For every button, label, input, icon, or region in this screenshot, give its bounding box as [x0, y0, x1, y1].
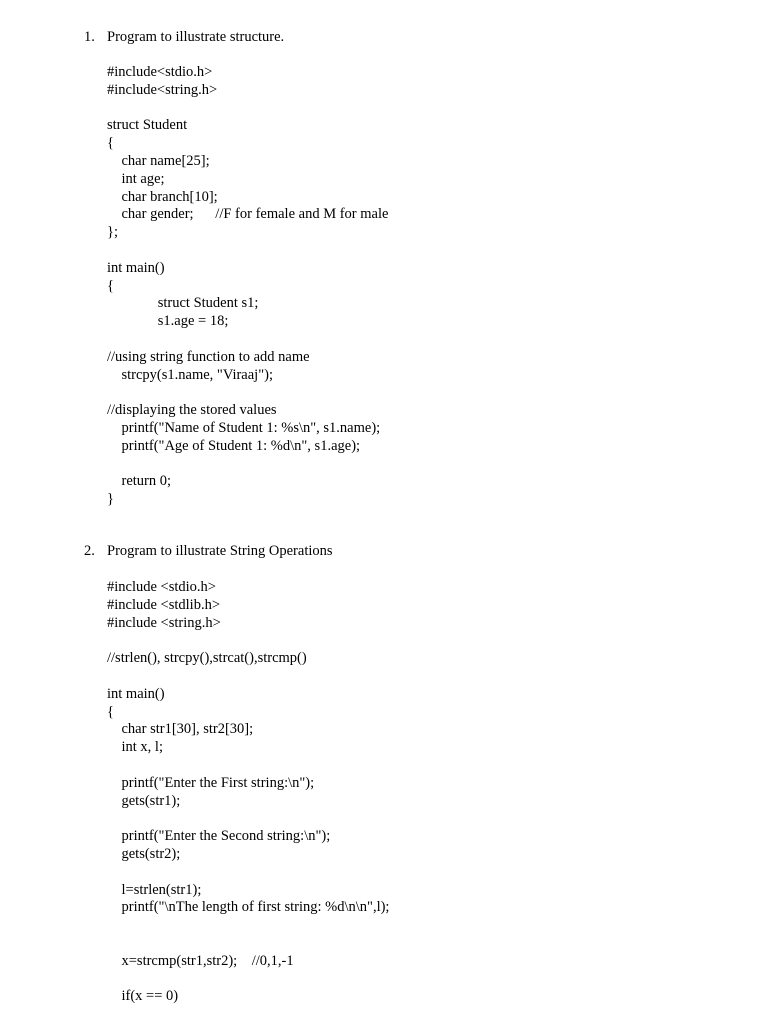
code-line: gets(str1); — [107, 792, 181, 809]
code-line: //displaying the stored values — [107, 402, 277, 419]
code-line: x=strcmp(str1,str2); //0,1,-1 — [107, 952, 294, 969]
code-line: printf("Name of Student 1: %s\n", s1.name); — [107, 420, 381, 436]
code-line: printf("Age of Student 1: %d\n", s1.age); — [107, 437, 361, 454]
code-line: struct Student s1; — [107, 295, 259, 312]
section-number: 1. — [84, 29, 95, 45]
code-line: s1.age = 18; — [107, 313, 229, 330]
code-line: printf("Enter the First string:\n"); — [107, 774, 315, 791]
section-title: Program to illustrate structure. — [107, 29, 285, 45]
code-line: return 0; — [107, 473, 172, 490]
code-line: printf("Enter the Second string:\n"); — [107, 828, 331, 845]
code-line: printf("\nThe length of first string: %d\n\n",l); — [107, 899, 390, 916]
code-line: #include<stdio.h> — [107, 64, 213, 80]
code-line: l=strlen(str1); — [107, 881, 202, 898]
code-line: char name[25]; — [107, 153, 210, 169]
code-line: }; — [107, 224, 118, 241]
code-line: char gender; //F for female and M for male — [107, 206, 389, 223]
code-line: int main() — [107, 259, 165, 276]
code-line: int x, l; — [107, 739, 163, 756]
code-line: #include <stdlib.h> — [107, 596, 221, 613]
code-line: struct Student — [107, 117, 188, 134]
section-title: Program to illustrate String Operations — [107, 543, 333, 559]
code-line: //using string function to add name — [107, 348, 310, 365]
code-line: { — [107, 703, 114, 720]
code-line: #include <string.h> — [107, 614, 221, 631]
code-line: char str1[30], str2[30]; — [107, 721, 254, 738]
code-line: #include<string.h> — [107, 81, 218, 98]
code-line: { — [107, 277, 114, 294]
code-line: int main() — [107, 685, 165, 702]
code-line: int age; — [107, 170, 165, 187]
code-line: } — [107, 491, 114, 508]
code-line: gets(str2); — [107, 846, 181, 862]
code-line: char branch[10]; — [107, 188, 218, 205]
code-line: //strlen(), strcpy(),strcat(),strcmp() — [107, 650, 307, 667]
section-number: 2. — [84, 543, 95, 559]
code-line: strcpy(s1.name, "Viraaj"); — [107, 366, 273, 383]
code-line: #include <stdio.h> — [107, 579, 216, 595]
code-line: if(x == 0) — [107, 988, 179, 1005]
code-line: { — [107, 135, 114, 152]
